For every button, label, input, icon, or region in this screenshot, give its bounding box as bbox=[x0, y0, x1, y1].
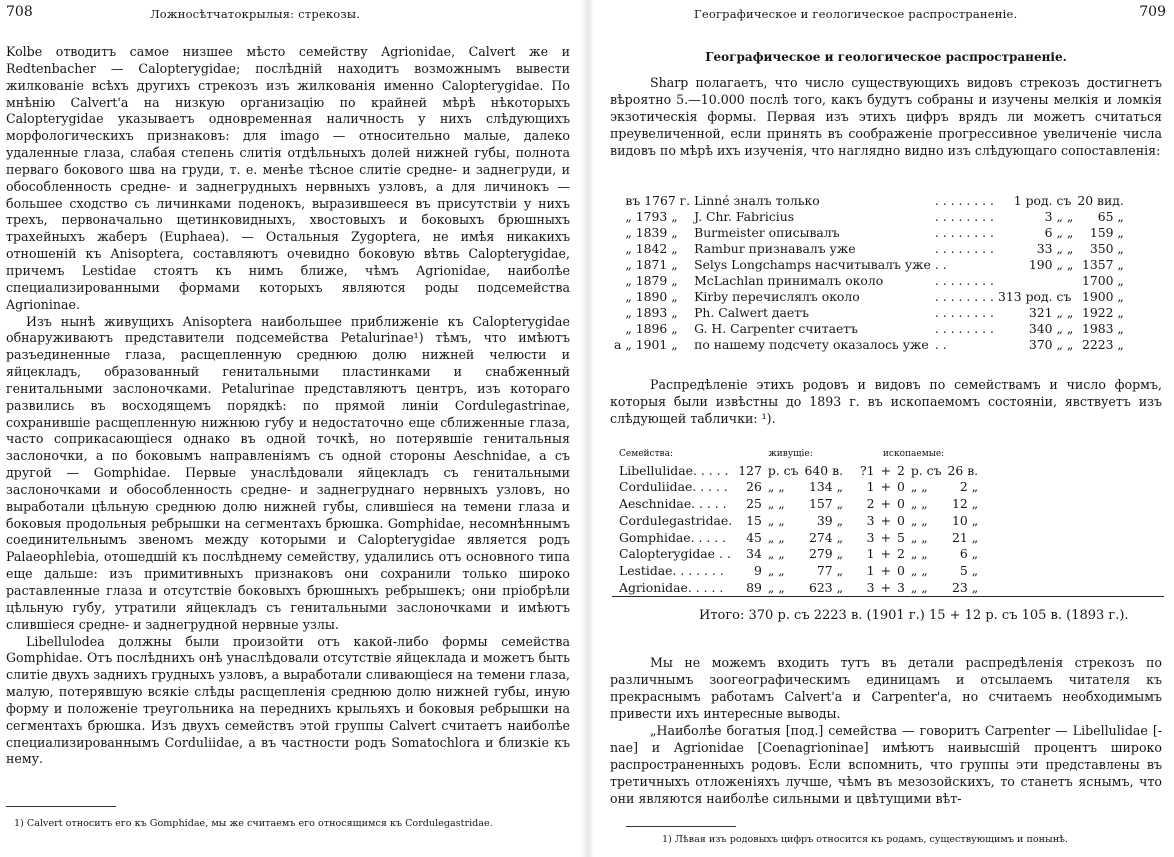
intro-text bbox=[610, 74, 1162, 159]
dot-leader: . . . . . . . . bbox=[934, 241, 994, 256]
family-name: Corduliidae. . . . . bbox=[619, 479, 728, 495]
history-species: 1900 „ bbox=[1081, 289, 1124, 304]
history-genera: 3 bbox=[1044, 209, 1053, 224]
paragraph: Мы не можемъ входить тутъ въ детали распредѣленія стрекозъ по различнымъ зоогеографическимъ единицамъ и отсылаемъ читателя къ прекраснымъ работамъ Calvert'а и Carpenter'а, но считаемъ необходимымъ привести ихъ интересные выводы. bbox=[610, 655, 1162, 721]
fossil-genera-a: 1 bbox=[866, 562, 875, 578]
history-species: 65 „ bbox=[1097, 209, 1124, 224]
living-sep: „ „ bbox=[767, 479, 785, 495]
history-year: „ 1842 „ bbox=[625, 241, 678, 256]
fossil-genera-b: 3 bbox=[896, 579, 905, 595]
plus-sign: + bbox=[880, 512, 891, 528]
fossil-sep: р. съ bbox=[910, 462, 942, 478]
history-genera: 313 род. bbox=[997, 289, 1053, 304]
history-genera: 340 bbox=[1028, 321, 1053, 336]
book-gutter bbox=[580, 0, 594, 857]
living-species: 640 в. bbox=[804, 462, 844, 478]
fossil-genera-a: 3 bbox=[866, 512, 875, 528]
history-text: Burmeister описывалъ bbox=[694, 225, 840, 240]
history-row bbox=[612, 289, 1126, 305]
left-page-header bbox=[0, 4, 572, 24]
family-row bbox=[616, 463, 981, 480]
fossil-genera-a: 1 bbox=[866, 479, 875, 495]
dot-leader: . . . . . . . . bbox=[934, 305, 994, 320]
history-species: 2223 „ bbox=[1081, 337, 1124, 352]
running-title: Ложносѣтчатокрылыя: стрекозы. bbox=[150, 7, 361, 21]
living-sep: „ „ bbox=[767, 546, 785, 562]
history-row bbox=[612, 257, 1126, 273]
living-species: 77 „ bbox=[816, 562, 844, 578]
history-row bbox=[612, 321, 1126, 337]
history-year: въ 1767 г. bbox=[625, 193, 691, 208]
history-species: 1922 „ bbox=[1081, 305, 1124, 320]
living-sep: „ „ bbox=[767, 579, 785, 595]
row-prefix bbox=[612, 289, 623, 305]
living-species: 623 „ bbox=[809, 579, 844, 595]
footnote-rule bbox=[626, 826, 736, 827]
row-prefix bbox=[612, 209, 623, 225]
row-prefix bbox=[612, 305, 623, 321]
history-year: „ 1890 „ bbox=[625, 289, 678, 304]
history-sep: „ „ bbox=[1056, 257, 1074, 272]
history-row bbox=[612, 337, 1126, 353]
right-page bbox=[604, 0, 1168, 857]
fossil-genera-a: 3 bbox=[866, 579, 875, 595]
history-row bbox=[612, 225, 1126, 241]
footnote: 1) Лѣвая изъ родовыхъ цифръ относится къ родамъ, существующимъ и понынѣ. bbox=[662, 834, 1068, 845]
history-sep: „ „ bbox=[1056, 305, 1074, 320]
history-species: 350 „ bbox=[1089, 241, 1124, 256]
history-row bbox=[612, 305, 1126, 321]
fossil-species: 21 „ bbox=[951, 529, 979, 545]
total-rule bbox=[612, 596, 1164, 597]
history-genera: 190 bbox=[1028, 257, 1053, 272]
plus-sign: + bbox=[880, 579, 891, 595]
fossil-sep: „ „ bbox=[910, 546, 928, 562]
species-history-table bbox=[612, 193, 1126, 353]
fossil-genera-a: 1 bbox=[866, 546, 875, 562]
plus-sign: + bbox=[880, 462, 891, 478]
row-prefix bbox=[612, 273, 623, 289]
running-title: Географическое и геологическое распространеніе. bbox=[694, 7, 1018, 21]
history-row bbox=[612, 209, 1126, 225]
family-row bbox=[616, 580, 981, 597]
fossil-sep: „ „ bbox=[910, 529, 928, 545]
left-body-text bbox=[6, 44, 570, 768]
history-year: „ 1839 „ bbox=[625, 225, 678, 240]
paragraph: Sharp полагаетъ, что число существующихъ видовъ стрекозъ достигнетъ вѣроятно 5.—10.000 послѣ того, какъ будутъ собраны и изучены мелкія и ломкія экзотическія формы. Первая изъ этихъ цифръ врядъ ли можетъ считаться преувеличенной, если принять въ соображеніе прогрессивное увеличеніе числа видовъ по мѣрѣ ихъ изученія, что наглядно видно изъ слѣдующаго сопоставленія: bbox=[610, 75, 1162, 158]
row-prefix bbox=[612, 257, 623, 273]
fossil-species: 23 „ bbox=[951, 579, 979, 595]
history-year: „ 1896 „ bbox=[625, 321, 678, 336]
footnote-rule bbox=[6, 806, 116, 807]
plus-sign: + bbox=[880, 562, 891, 578]
living-sep: „ „ bbox=[767, 512, 785, 528]
header-fossil: ископаемые: bbox=[882, 449, 945, 459]
fossil-species: 2 „ bbox=[959, 479, 979, 495]
family-name: Lestidae. . . . . . . bbox=[619, 562, 724, 578]
fossil-species: 6 „ bbox=[959, 546, 979, 562]
history-species: 1357 „ bbox=[1081, 257, 1124, 272]
row-prefix: а bbox=[614, 337, 622, 352]
family-table bbox=[616, 446, 981, 596]
row-prefix bbox=[612, 193, 623, 209]
dot-leader: . . . . . . . . bbox=[934, 273, 994, 288]
fossil-sep: „ „ bbox=[910, 562, 928, 578]
left-page bbox=[0, 0, 572, 857]
family-row bbox=[616, 496, 981, 513]
history-year: „ 1901 „ bbox=[625, 337, 678, 352]
fossil-genera-b: 5 bbox=[896, 529, 905, 545]
living-genera: 26 bbox=[746, 479, 762, 495]
page-number: 708 bbox=[6, 4, 33, 20]
row-prefix bbox=[612, 225, 623, 241]
history-sep bbox=[1055, 273, 1076, 289]
history-text: по нашему подсчету оказалось уже bbox=[694, 337, 929, 352]
paragraph: Libellulodea должны были произойти отъ какой-либо формы семейства Gomphidae. Отъ послѣднихъ онѣ унаслѣдовали отсутствіе яйцеклада и можетъ быть слитіе двухъ заднихъ грудныхъ узловъ, а выработали сливающіеся на темени глаза, малую, потерявшую всякіе слѣды расщепленія среднюю долю нижней губы, иную форму и положеніе треугольника на переднихъ крыльяхъ и боковыя ребрышки на сегментахъ брюшка. Изъ двухъ семействъ этой группы Calvert считаетъ наиболѣе специализированнымъ Corduliidae, а въ частности родъ Somatochlora и близкіе къ нему. bbox=[6, 633, 570, 767]
living-sep: „ „ bbox=[767, 529, 785, 545]
history-year: „ 1879 „ bbox=[625, 273, 678, 288]
fossil-genera-a: 3 bbox=[866, 529, 875, 545]
history-genera bbox=[996, 273, 1055, 289]
table-total: Итого: 370 р. съ 2223 в. (1901 г.) 15 + 12 р. съ 105 в. (1893 г.). bbox=[699, 608, 1129, 623]
family-name: Aeschnidae. . . . . bbox=[619, 496, 727, 512]
fossil-genera-a: ?1 bbox=[860, 462, 875, 478]
history-species: 20 вид. bbox=[1077, 193, 1124, 208]
history-sep: „ „ bbox=[1056, 337, 1074, 352]
dot-leader: . . . . . . . . bbox=[934, 209, 994, 224]
dot-leader: . . . . . . . . bbox=[934, 225, 994, 240]
history-genera: 321 bbox=[1028, 305, 1053, 320]
fossil-species: 10 „ bbox=[951, 512, 979, 528]
history-year: „ 1793 „ bbox=[625, 209, 678, 224]
paragraph: „Наиболѣе богатыя [под.] семейства — говоритъ Carpenter — Libellulidae [-nae] и Agrionidae [Coenagrioninae] имѣютъ наивысшій процентъ широко распространенныхъ родовъ. Если вспомнить, что группы эти представлены въ третичныхъ отложеніяхъ лучше, чѣмъ въ мезозойскихъ, то станетъ яснымъ, что они являются наиболѣе сильными и цвѣтущими вѣт- bbox=[610, 723, 1162, 806]
family-row bbox=[616, 513, 981, 530]
living-species: 274 „ bbox=[809, 529, 844, 545]
section-title: Географическое и геологическое распространеніе. bbox=[705, 50, 1067, 64]
history-text: G. H. Carpenter считаетъ bbox=[694, 321, 859, 336]
history-genera: 370 bbox=[1028, 337, 1053, 352]
header-families: Семейства: bbox=[619, 449, 674, 459]
family-name: Cordulegastridae. bbox=[619, 512, 733, 528]
living-genera: 15 bbox=[746, 512, 762, 528]
fossil-sep: „ „ bbox=[910, 579, 928, 595]
fossil-species: 12 „ bbox=[951, 496, 979, 512]
history-text: Selys Longchamps насчитывалъ уже bbox=[694, 257, 931, 272]
history-sep: „ „ bbox=[1056, 209, 1074, 224]
history-species: 1700 „ bbox=[1081, 273, 1124, 288]
header-living: живущіе: bbox=[768, 449, 813, 459]
history-sep: „ „ bbox=[1056, 225, 1074, 240]
family-name: Libellulidae. . . . . bbox=[619, 462, 729, 478]
history-species: 1983 „ bbox=[1081, 321, 1124, 336]
fossil-species: 5 „ bbox=[959, 562, 979, 578]
paragraph: Kolbe отводитъ самое низшее мѣсто семейству Agrionidae, Calvert же и Redtenbacher — Calopterygidae; послѣдній находитъ возможнымъ вывести жилкованіе всѣхъ другихъ стрекозъ изъ жилкованія именно Calopterygidae. По мнѣнію Calvert'а на низкую организацію по крайней мѣрѣ нѣкоторыхъ Calopterygidae указываетъ одновременная наличность у нихъ слѣдующихъ морфологическихъ признаковъ: для imago — относительно малые, далеко удаленные глаза, слабая степень слитія отдѣльныхъ долей нижней губы, полнота перваго бокового шва на груди, т. е. менѣе тѣсное слитіе средне- и заднегруди, и обособленность средне- и заднегрудныхъ нервныхъ узловъ, а для личинокъ — большее сходство съ личинками поденокъ, выразившееся въ присутствіи у нихъ трехъ, первоначально щетинковидныхъ, хвостовыхъ и боковыхъ брюшныхъ трахейныхъ жаберъ (Euphaea). — Остальныя Zygoptera, не имѣя никакихъ отношеній къ Anisoptera, составляютъ очевидно боковую вѣтвь Calopterygidae, причемъ Lestidae стоятъ къ нимъ ближе, чѣмъ Agrionidae, наиболѣе специализированными формами которыхъ являются роды подсемейства Agrioninae. bbox=[6, 44, 570, 312]
living-genera: 45 bbox=[746, 529, 762, 545]
history-sep: „ „ bbox=[1056, 241, 1074, 256]
plus-sign: + bbox=[880, 496, 891, 512]
history-genera: 1 род. bbox=[1013, 193, 1053, 208]
living-genera: 127 bbox=[738, 462, 762, 478]
living-sep: „ „ bbox=[767, 496, 785, 512]
paragraph: Изъ нынѣ живущихъ Anisoptera наибольшее приближеніе къ Calopterygidae обнаруживаютъ представители подсемейства Petalurinae¹) тѣмъ, что имѣютъ разъединенные глаза, расщепленную среднюю долю нижней челюсти и яйцекладъ, образованный генитальными пластинками и снабженный генитальными заслоночками. Petalurinae представляютъ центръ, изъ котораго развились въ восходящемъ порядкѣ: по прямой линіи Cordulegastrinae, сохранившіе расщепленную нижнюю губу и недостаточно еще сближенные глаза, часто соприкасающіеся однако въ одной точкѣ, но потерявшіе генитальныя заслоночки, а по боковымъ направленіямъ съ одной стороны Aeschnidae, а съ другой — Gomphidae. Первые унаслѣдовали яйцекладъ съ генитальными заслоночками и обособленность средне- и заднегруднаго нервныхъ узловъ, но выработали цѣльную среднюю долю нижней губы, слившіеся на темени глаза и боковыя продольныя ребрышки на сегментахъ брюшка. Gomphidae, несомнѣннымъ соединительнымъ звеномъ между которыми и Calopterygidae является родъ Palaeophlebia, отошедшій къ послѣднему семейству, удалились отъ основного типа еще дальше: изъ примитивныхъ признаковъ они сохранили только широко раставленные глаза и отсутствіе боковыхъ брюшныхъ ребрышекъ; они пріобрѣли цѣльную губу, утратили яйцекладъ съ генитальными заслоночками и имѣютъ слившіеся средне- и заднегрудной нервные узлы. bbox=[6, 313, 570, 632]
row-prefix bbox=[612, 241, 623, 257]
fossil-sep: „ „ bbox=[910, 512, 928, 528]
fossil-genera-b: 2 bbox=[896, 462, 905, 478]
dot-leader: . . . . . . . . bbox=[934, 289, 994, 304]
fossil-sep: „ „ bbox=[910, 479, 928, 495]
history-row bbox=[612, 241, 1126, 257]
living-genera: 34 bbox=[746, 546, 762, 562]
history-sep: „ „ bbox=[1056, 321, 1074, 336]
plus-sign: + bbox=[880, 546, 891, 562]
family-table-header bbox=[616, 446, 981, 463]
history-species: 159 „ bbox=[1089, 225, 1124, 240]
history-text: Rambur признавалъ уже bbox=[694, 241, 856, 256]
dot-leader: . . bbox=[934, 337, 947, 352]
fossil-genera-b: 0 bbox=[896, 479, 905, 495]
living-genera: 9 bbox=[753, 562, 762, 578]
family-row bbox=[616, 479, 981, 496]
family-row bbox=[616, 530, 981, 547]
footnote: 1) Calvert относитъ его къ Gomphidae, мы же считаемъ его относящимся къ Cordulegastridae. bbox=[14, 818, 493, 829]
history-text: Ph. Calwert даетъ bbox=[694, 305, 809, 320]
right-page-header bbox=[604, 4, 1168, 24]
fossil-genera-b: 0 bbox=[896, 496, 905, 512]
history-genera: 33 bbox=[1036, 241, 1053, 256]
history-text: Linné зналъ только bbox=[694, 193, 820, 208]
history-text: J. Chr. Fabricius bbox=[694, 209, 795, 224]
fossil-genera-b: 0 bbox=[896, 512, 905, 528]
family-row bbox=[616, 546, 981, 563]
living-sep: „ „ bbox=[767, 562, 785, 578]
plus-sign: + bbox=[880, 479, 891, 495]
closing-text bbox=[610, 654, 1162, 807]
history-genera: 6 bbox=[1044, 225, 1053, 240]
history-sep: съ bbox=[1056, 289, 1072, 304]
family-name: Gomphidae. . . . . bbox=[619, 529, 727, 545]
living-species: 157 „ bbox=[809, 496, 844, 512]
fossil-species: 26 в. bbox=[947, 462, 979, 478]
living-sep: р. съ bbox=[767, 462, 799, 478]
plus-sign: + bbox=[880, 529, 891, 545]
fossil-genera-b: 2 bbox=[896, 546, 905, 562]
fossil-genera-b: 0 bbox=[896, 562, 905, 578]
history-row bbox=[612, 193, 1126, 209]
history-text: Kirby перечислялъ около bbox=[694, 289, 860, 304]
family-name: Calopterygidae . . bbox=[619, 546, 731, 562]
history-year: „ 1893 „ bbox=[625, 305, 678, 320]
dot-leader: . . . . . . . . bbox=[934, 193, 994, 208]
history-text: McLachlan принималъ около bbox=[694, 273, 884, 288]
living-species: 134 „ bbox=[809, 479, 844, 495]
family-name: Agrionidae. . . . . bbox=[619, 579, 724, 595]
living-species: 39 „ bbox=[816, 512, 844, 528]
row-prefix bbox=[612, 321, 623, 337]
living-species: 279 „ bbox=[809, 546, 844, 562]
fossil-genera-a: 2 bbox=[866, 496, 875, 512]
paragraph: Распредѣленіе этихъ родовъ и видовъ по семействамъ и число формъ, которыя были извѣстны до 1893 г. въ ископаемомъ состояніи, явствуетъ изъ слѣдующей таблички: ¹). bbox=[610, 377, 1162, 426]
family-row bbox=[616, 563, 981, 580]
dot-leader: . . . . . . . . bbox=[934, 321, 994, 336]
history-sep: съ bbox=[1056, 193, 1072, 208]
fossil-sep: „ „ bbox=[910, 496, 928, 512]
living-genera: 25 bbox=[746, 496, 762, 512]
history-year: „ 1871 „ bbox=[625, 257, 678, 272]
living-genera: 89 bbox=[746, 579, 762, 595]
page-number: 709 bbox=[1139, 4, 1166, 20]
history-row bbox=[612, 273, 1126, 289]
dot-leader: . . bbox=[934, 257, 947, 272]
distribution-intro bbox=[610, 376, 1162, 427]
